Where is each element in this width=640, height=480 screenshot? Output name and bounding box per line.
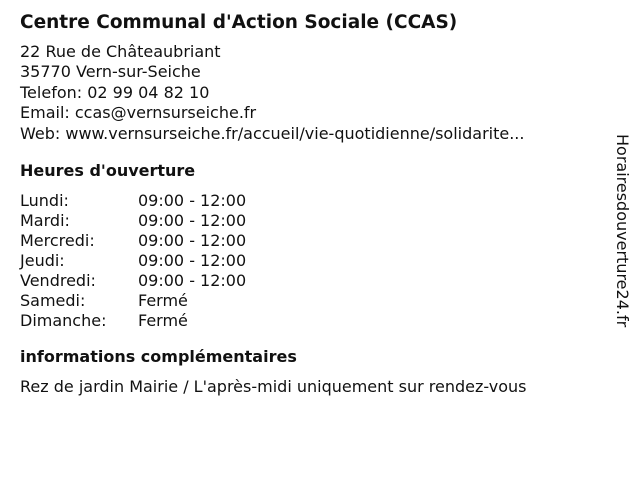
day-label: Mardi: [20, 211, 70, 231]
hours-row-tuesday [20, 211, 600, 231]
additional-info-text: Rez de jardin Mairie / L'après-midi uniquement sur rendez-vous [20, 377, 527, 397]
day-label: Mercredi: [20, 231, 95, 251]
city-address: 35770 Vern-sur-Seiche [20, 62, 201, 82]
time-value: Fermé [138, 291, 188, 311]
address-block [20, 42, 600, 144]
time-value: Fermé [138, 311, 188, 331]
time-value: 09:00 - 12:00 [138, 231, 247, 251]
hours-row-thursday [20, 251, 600, 271]
phone-number: Telefon: 02 99 04 82 10 [20, 82, 210, 102]
site-brand-label: Horairesdouverture24.fr [613, 134, 632, 328]
day-label: Vendredi: [20, 271, 96, 291]
day-label: Jeudi: [20, 251, 65, 271]
day-label: Samedi: [20, 291, 86, 311]
hours-row-friday [20, 271, 600, 291]
opening-hours-heading: Heures d'ouverture [20, 161, 196, 181]
hours-row-monday [20, 191, 600, 211]
opening-hours-table [20, 191, 600, 331]
email-address: Email: ccas@vernsurseiche.fr [20, 103, 257, 123]
day-label: Dimanche: [20, 311, 107, 331]
time-value: 09:00 - 12:00 [138, 251, 247, 271]
day-label: Lundi: [20, 191, 69, 211]
ccas-info-card [20, 9, 600, 397]
time-value: 09:00 - 12:00 [138, 211, 247, 231]
website-link: Web: www.vernsurseiche.fr/accueil/vie-quotidienne/solidarite... [20, 123, 525, 143]
time-value: 09:00 - 12:00 [138, 271, 247, 291]
time-value: 09:00 - 12:00 [138, 191, 247, 211]
additional-info-heading: informations complémentaires [20, 347, 297, 367]
hours-row-sunday [20, 311, 600, 331]
hours-row-wednesday [20, 231, 600, 251]
street-address: 22 Rue de Châteaubriant [20, 42, 221, 61]
page-title: Centre Communal d'Action Sociale (CCAS) [20, 12, 458, 33]
hours-row-saturday [20, 291, 600, 311]
